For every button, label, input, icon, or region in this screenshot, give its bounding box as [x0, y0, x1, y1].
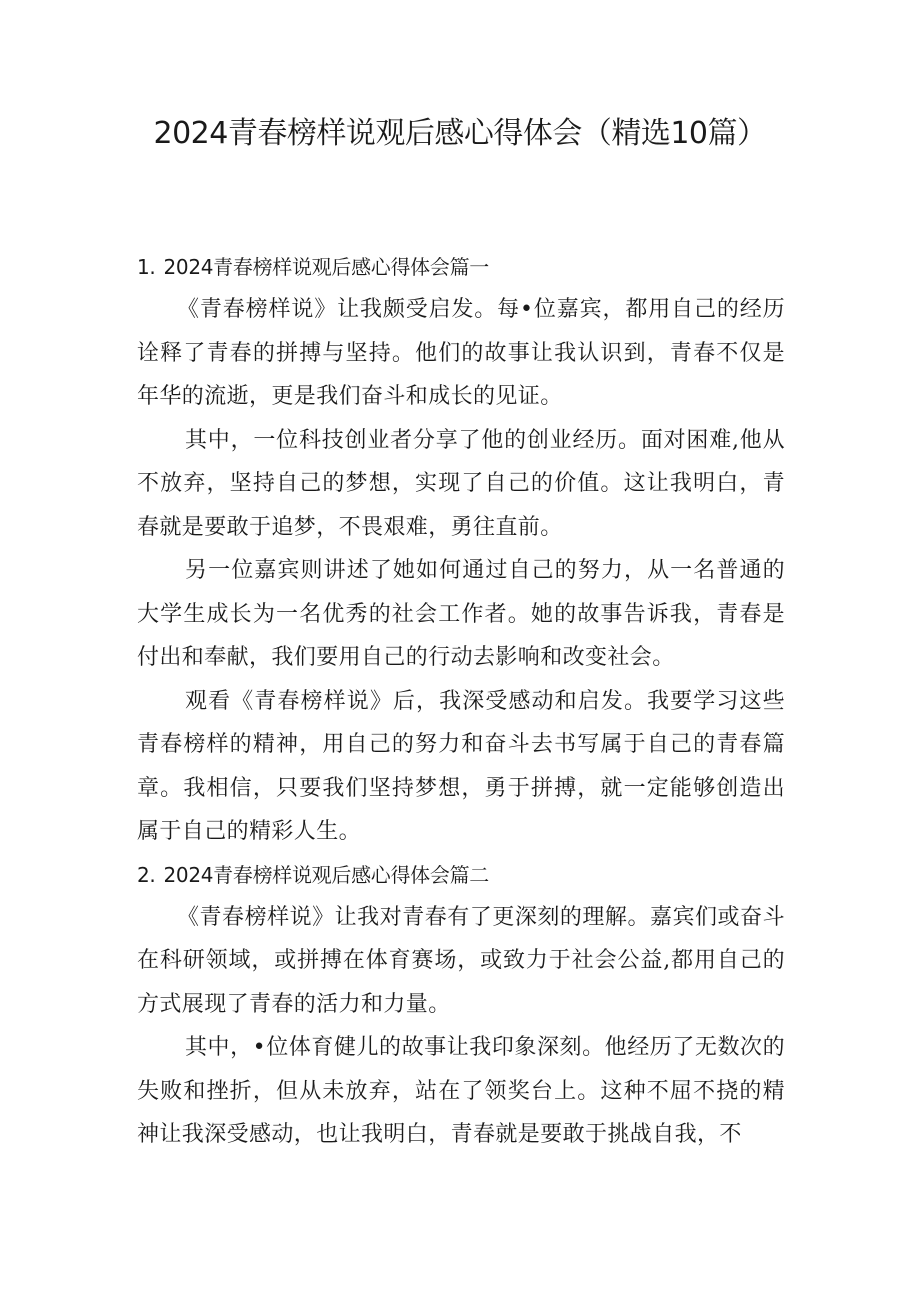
section-heading-text: 2024青春榜样说观后感心得体会篇一: [163, 255, 489, 279]
section-heading: [137, 246, 785, 288]
document-body: [137, 246, 785, 1157]
section-number: 1.: [137, 255, 156, 279]
section-2: [137, 854, 785, 1157]
section-heading-text: 2024青春榜样说观后感心得体会篇二: [163, 862, 489, 887]
section-heading: [137, 854, 785, 896]
paragraph: 其中，•位体育健儿的故事让我印象深刻。他经历了无数次的失败和挫折，但从未放弃，站在了领奖台上。这种不屈不挠的精神让我深受感动，也让我明白，青春就是要敢于挑战自我，不: [137, 1035, 785, 1147]
paragraph: 另一位嘉宾则讲述了她如何通过自己的努力，从一名普通的大学生成长为一名优秀的社会工作者。她的故事告诉我，青春是付出和奉献，我们要用自己的行动去影响和改变社会。: [137, 558, 785, 670]
section-number: 2.: [137, 862, 156, 887]
paragraph: 观看《青春榜样说》后，我深受感动和启发。我要学习这些青春榜样的精神，用自己的努力和奋斗去书写属于自己的青春篇章。我相信，只要我们坚持梦想，勇于拼搏，就一定能够创造出属于自己的精彩人生。: [137, 688, 785, 844]
document-title: 2024青春榜样说观后感心得体会（精选10篇）: [153, 116, 767, 151]
paragraph: 《青春榜样说》让我对青春有了更深刻的理解。嘉宾们或奋斗在科研领域，或拼搏在体育赛场，或致力于社会公益,都用自己的方式展现了青春的活力和力量。: [137, 904, 785, 1017]
paragraph: 《青春榜样说》让我颇受启发。每•位嘉宾，都用自己的经历诠释了青春的拼搏与坚持。他们的故事让我认识到，青春不仅是年华的流逝，更是我们奋斗和成长的见证。: [137, 297, 785, 409]
paragraph: 其中，一位科技创业者分享了他的创业经历。面对困难,他从不放弃，坚持自己的梦想，实现了自己的价值。这让我明白，青春就是要敢于追梦，不畏艰难，勇往直前。: [137, 427, 785, 540]
section-1: [137, 246, 785, 854]
